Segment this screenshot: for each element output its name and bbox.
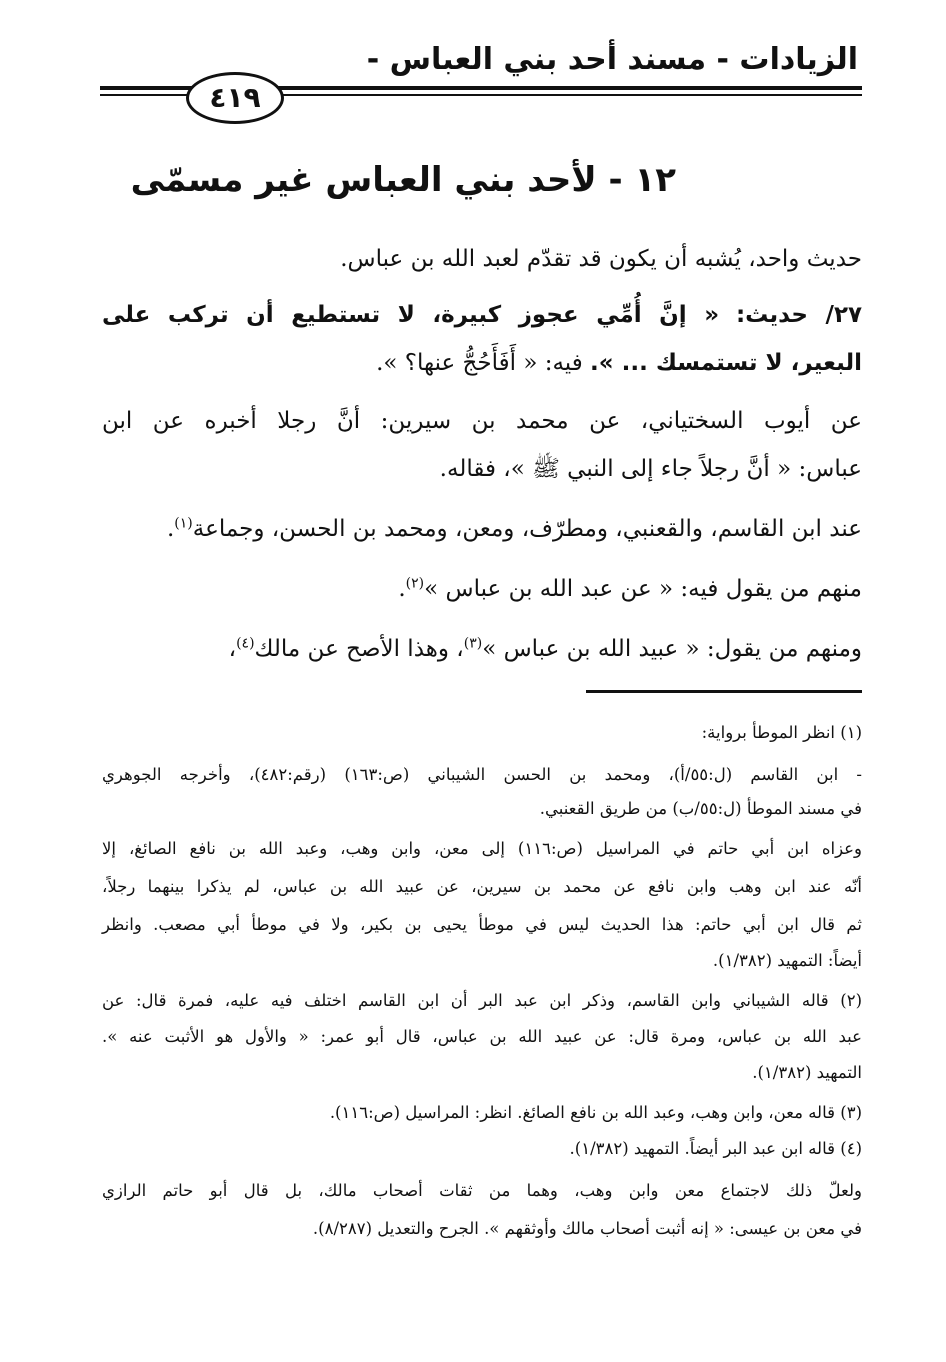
footnote-1-line-6: ثم قال ابن أبي حاتم: هذا الحديث ليس في موطأ يحيى بن بكير، ولا في موطأ أبي مصعب. وانظر [102, 915, 862, 934]
hadith-text-1: « إنَّ أُمِّي عجوز كبيرة، لا تستطيع أن تركب على [102, 302, 720, 328]
hadith-line-2 [102, 340, 862, 386]
paragraph-3-text-2: ، وهذا الأصح عن مالك [254, 636, 464, 662]
footnote-4-line-1: (٤) قاله ابن عبد البر أيضاً. التمهيد (١/٣٨٢). [569, 1139, 862, 1158]
paragraph-3 [102, 626, 862, 672]
paragraph-3-end: ، [228, 636, 237, 662]
footnote-ref-2[interactable]: (٢) [405, 575, 425, 592]
footnote-1-line-7: أيضاً: التمهيد (١/٣٨٢). [712, 951, 862, 970]
footnote-ref-3[interactable]: (٣) [463, 635, 483, 652]
footnote-2-line-3: التمهيد (١/٣٨٢). [752, 1063, 862, 1082]
hadith-text-3: فيه: « أَفَأَحُجُّ عنها؟ ». [376, 350, 591, 376]
footnote-ref-1[interactable]: (١) [174, 515, 193, 532]
page-number: ٤١٩ [186, 72, 284, 124]
paragraph-1-text: عند ابن القاسم، والقعنبي، ومطرّف، ومعن، ومحمد بن الحسن، وجماعة [192, 516, 862, 542]
footnote-1-line-1: (١) انظر الموطأ برواية: [701, 723, 862, 742]
running-title: الزيادات - مسند أحد بني العباس - [366, 42, 858, 77]
intro-line: حديث واحد، يُشبه أن يكون قد تقدّم لعبد الله بن عباس. [340, 246, 862, 272]
paragraph-1 [102, 506, 862, 552]
paragraph-3-text-1: ومنهم من يقول: « عبيد الله بن عباس » [482, 636, 862, 662]
hadith-line-1 [102, 292, 862, 338]
footnote-1-line-5: أنّه عند ابن وهب وابن نافع عن محمد بن سيرين، عن عبيد الله بن عباس، لم يذكرا بينهما رجلاً، [102, 877, 862, 896]
footnote-1-line-2: - ابن القاسم (ل:٥٥/أ)، ومحمد بن الحسن الشيباني (ص:١٦٣) (رقم:٤٨٢)، وأخرجه الجوهري [102, 765, 862, 784]
paragraph-1-end: . [166, 516, 175, 542]
footnote-4-line-3: في معن بن عيسى: « إنه أثبت أصحاب مالك وأوثقهم ». الجرح والتعديل (٨/٢٨٧). [312, 1219, 862, 1238]
chain-line-2: عباس: « أنَّ رجلاً جاء إلى النبي ﷺ »، فقاله. [439, 456, 862, 482]
footnote-ref-4[interactable]: (٤) [236, 635, 255, 652]
paragraph-2-text: منهم من يقول فيه: « عن عبد الله بن عباس » [424, 576, 862, 602]
footnote-2-line-2: عبد الله بن عباس، ومرة قال: عن عبيد الله بن عباس، قال أبو عمر: « والأول هو الأثبت عنه ». [102, 1027, 862, 1046]
footnote-2-line-1: (٢) قاله الشيباني وابن القاسم، وذكر ابن عبد البر أن ابن القاسم اختلف فيه عليه، فمرة قال: عن [102, 991, 862, 1010]
paragraph-2 [102, 566, 862, 612]
hadith-text-2: البعير، لا تستمسك ... ». [590, 350, 862, 376]
footnote-1-line-3: في مسند الموطأ (ل:٥٥/ب) من طريق القعنبي. [539, 799, 862, 818]
footnote-3: (٣) قاله معن، وابن وهب، وعبد الله بن نافع الصائغ. انظر: المراسيل (ص:١١٦). [329, 1103, 862, 1122]
footnote-4-line-2: ولعلّ ذلك لاجتماع معن وابن وهب، وهما من ثقات أصحاب مالك، بل قال أبو حاتم الرازي [102, 1181, 862, 1200]
paragraph-2-end: . [398, 576, 406, 602]
hadith-number: ٢٧/ حديث: [735, 302, 863, 328]
section-title: ١٢ - لأحد بني العباس غير مسمّى [130, 160, 676, 200]
chain-line-1: عن أيوب السختياني، عن محمد بن سيرين: أنَّ رجلا أخبره عن ابن [102, 408, 862, 434]
footnote-separator [586, 690, 862, 693]
footnote-1-line-4: وعزاه ابن أبي حاتم في المراسيل (ص:١١٦) إلى معن، وابن وهب، وعبد الله بن نافع الصائغ، إلا [102, 839, 862, 858]
